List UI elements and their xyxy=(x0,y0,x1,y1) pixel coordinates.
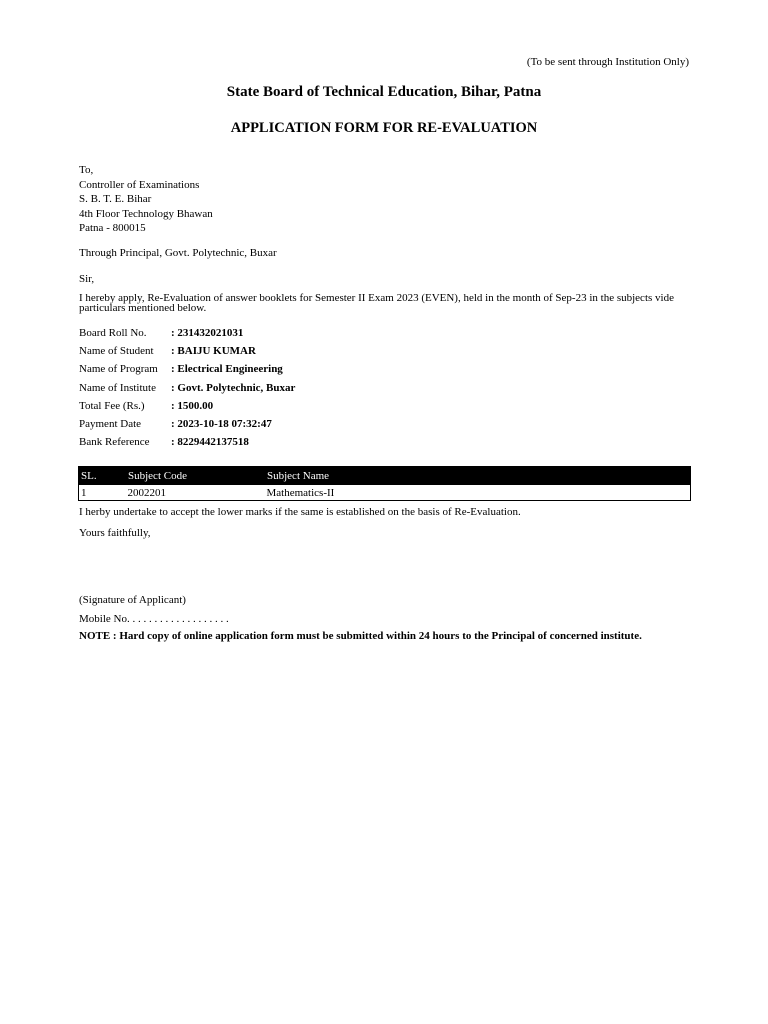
signature-label: (Signature of Applicant) xyxy=(79,594,186,606)
form-title: APPLICATION FORM FOR RE-EVALUATION xyxy=(230,120,538,136)
detail-row-institute xyxy=(79,379,295,397)
detail-value: : 1500.00 xyxy=(171,399,214,412)
detail-label: Name of Institute xyxy=(79,381,156,394)
cell-subject-name: Mathematics-II xyxy=(265,485,691,501)
through-line: Through Principal, Govt. Polytechnic, Buxar xyxy=(79,247,277,259)
undertaking-text: I herby undertake to accept the lower marks if the same is established on the basis of Re-Evaluation. xyxy=(79,506,521,518)
detail-value: : Electrical Engineering xyxy=(171,363,283,376)
detail-row-program xyxy=(79,360,295,378)
subjects-table xyxy=(78,466,691,501)
detail-label: Bank Reference xyxy=(79,436,150,449)
detail-row-bank-reference xyxy=(79,433,295,451)
address-line: S. B. T. E. Bihar xyxy=(79,193,152,206)
salutation: Sir, xyxy=(79,273,95,285)
detail-value: : 8229442137518 xyxy=(171,436,249,449)
cell-subject-code: 2002201 xyxy=(126,485,265,501)
detail-row-payment-date xyxy=(79,415,295,433)
detail-value: : 231432021031 xyxy=(171,327,244,340)
dispatch-note: (To be sent through Institution Only) xyxy=(526,56,689,68)
address-line: 4th Floor Technology Bhawan xyxy=(79,207,213,220)
detail-label: Payment Date xyxy=(79,418,142,431)
detail-label: Board Roll No. xyxy=(79,327,147,340)
detail-row-roll-no xyxy=(79,324,295,342)
address-line: Controller of Examinations xyxy=(79,178,200,191)
board-title: State Board of Technical Education, Bihar, Patna xyxy=(226,84,542,100)
column-header-subject-code: Subject Code xyxy=(126,467,265,485)
submission-note: NOTE : Hard copy of online application form must be submitted within 24 hours to the Principal of concerned institute. xyxy=(79,630,642,642)
detail-label: Name of Student xyxy=(79,345,154,358)
mobile-number-line: Mobile No. . . . . . . . . . . . . . . . . . . xyxy=(79,613,229,625)
detail-label: Total Fee (Rs.) xyxy=(79,399,145,412)
applicant-details xyxy=(79,324,295,451)
column-header-subject-name: Subject Name xyxy=(265,467,691,485)
detail-row-total-fee xyxy=(79,397,295,415)
detail-value: : BAIJU KUMAR xyxy=(171,345,256,358)
recipient-address xyxy=(79,163,213,236)
detail-value: : 2023-10-18 07:32:47 xyxy=(171,418,272,431)
address-line: Patna - 800015 xyxy=(79,222,146,235)
detail-label: Name of Program xyxy=(79,363,158,376)
detail-row-student-name xyxy=(79,342,295,360)
cell-sl: 1 xyxy=(79,485,126,501)
column-header-sl: SL. xyxy=(79,467,126,485)
table-header-row xyxy=(79,467,691,485)
application-paragraph: I hereby apply, Re-Evaluation of answer booklets for Semester II Exam 2023 (EVEN), held in the month of Sep-23 in the subjects vide particulars mentioned below. xyxy=(79,292,674,314)
table-row xyxy=(79,485,691,501)
closing-text: Yours faithfully, xyxy=(79,527,151,539)
detail-value: : Govt. Polytechnic, Buxar xyxy=(171,381,296,394)
address-to: To, xyxy=(79,164,94,176)
